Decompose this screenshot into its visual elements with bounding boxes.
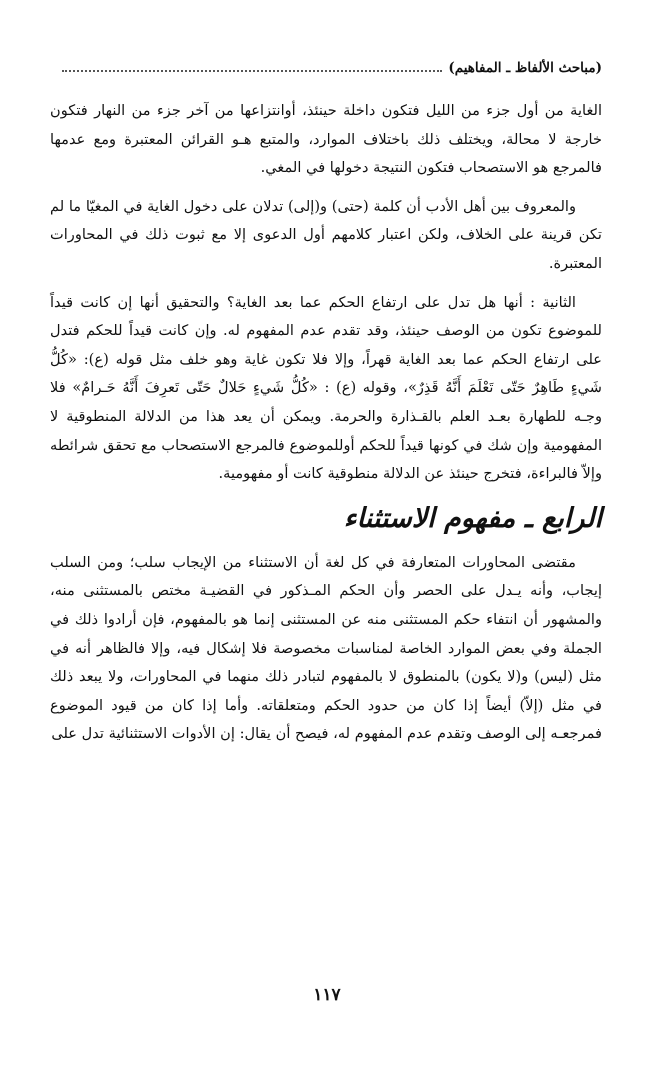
- running-header: [62, 58, 602, 78]
- section-heading: الرابع ـ مفهوم الاستثناء: [343, 502, 602, 534]
- paragraph-hatta-ila: والمعروف بين أهل الأدب أن كلمة (حتى) و(إلى) تدلان على دخول الغاية في المغيّا ما لم تكن قرينة على الخلاف، ولكن اعتبار كلامهم أول الدعوى إلا مع ثبوت ذلك في المحاورات المعتبرة.: [50, 197, 602, 272]
- paragraph-second-issue: الثانية : أنها هل تدل على ارتفاع الحكم عما بعد الغاية؟ والتحقيق أنها إن كانت قيداً للموضوع تكون من الوصف حينئذ، وقد تقدم عدم المفهوم له. وإن كانت قيداً للحكم فتدل على ارتفاع الحكم عما بعد الغاية قهراً، وإلا فلا تكون غاية وهو خلف مثل قوله (ع): «كُلُّ شَيءٍ طَاهِرٌ حَتّى تَعْلَمَ أَنَّهُ قَذِرٌ»، وقوله (ع) : «كُلُّ شَيءٍ حَلالٌ حَتّى تَعرِفَ أَنَّهُ حَـرامٌ» فلا وجـه للطهارة بعـد العلم بالقـذارة والحرمة. ويمكن أن يعد هذا من الدلالة المنطوقية لا المفهومية وإن شك في كونها قيداً للحكم أوللموضوع فالمرجع الاستصحاب مع تحقق شرائطه وإلاّ فالبراءة، فتخرج حينئذ عن الدلالة منطوقية كانت أو مفهومية.: [50, 293, 602, 483]
- header-dotted-rule: [62, 70, 442, 72]
- running-header-title: (مباحث الألفاظ ـ المفاهيم): [448, 60, 602, 76]
- page-number: ١١٧: [313, 985, 341, 1005]
- paragraph-exception-concept: مقتضى المحاورات المتعارفة في كل لغة أن الاستثناء من الإيجاب سلب؛ ومن السلب إيجاب، وأنه يـدل على الحصر وأن الحكم المـذكور في القضيـة مختص بالمستثنى منه، والمشهور أن انتفاء حكم المستثنى منه عن المستثنى إنما هو بالمفهوم، فإن أرادوا ذلك في الجملة وفي بعض الموارد الخاصة لمناسبات مخصوصة فلا إشكال فيه، وإلا فالظاهر أنه في مثل (ليس) و(لا يكون) بالمنطوق لا بالمفهوم لتبادر ذلك منهما في المحاورات، ولا يبعد ذلك في مثل (إلاّ) أيضاً إذا كان من حدود الحكم ومتعلقاته. وأما إذا كان من قيود الموضوع فمرجعـه إلى الوصف وتقدم عدم المفهوم له، فيصح أن يقال: إن الأدوات الاستثنائية تدل على: [50, 553, 602, 743]
- paragraph-ghaya-inclusion: الغاية من أول جزء من الليل فتكون داخلة حينئذ، أوانتزاعها من آخر جزء من النهار فتكون خارجة لا محالة، ويختلف ذلك باختلاف الموارد، والمتبع هـو القرائن المعتبرة ومع عدمها فالمرجع هو الاستصحاب فتكون النتيجة دخولها في المغي.: [50, 102, 602, 177]
- page-body: [50, 97, 602, 759]
